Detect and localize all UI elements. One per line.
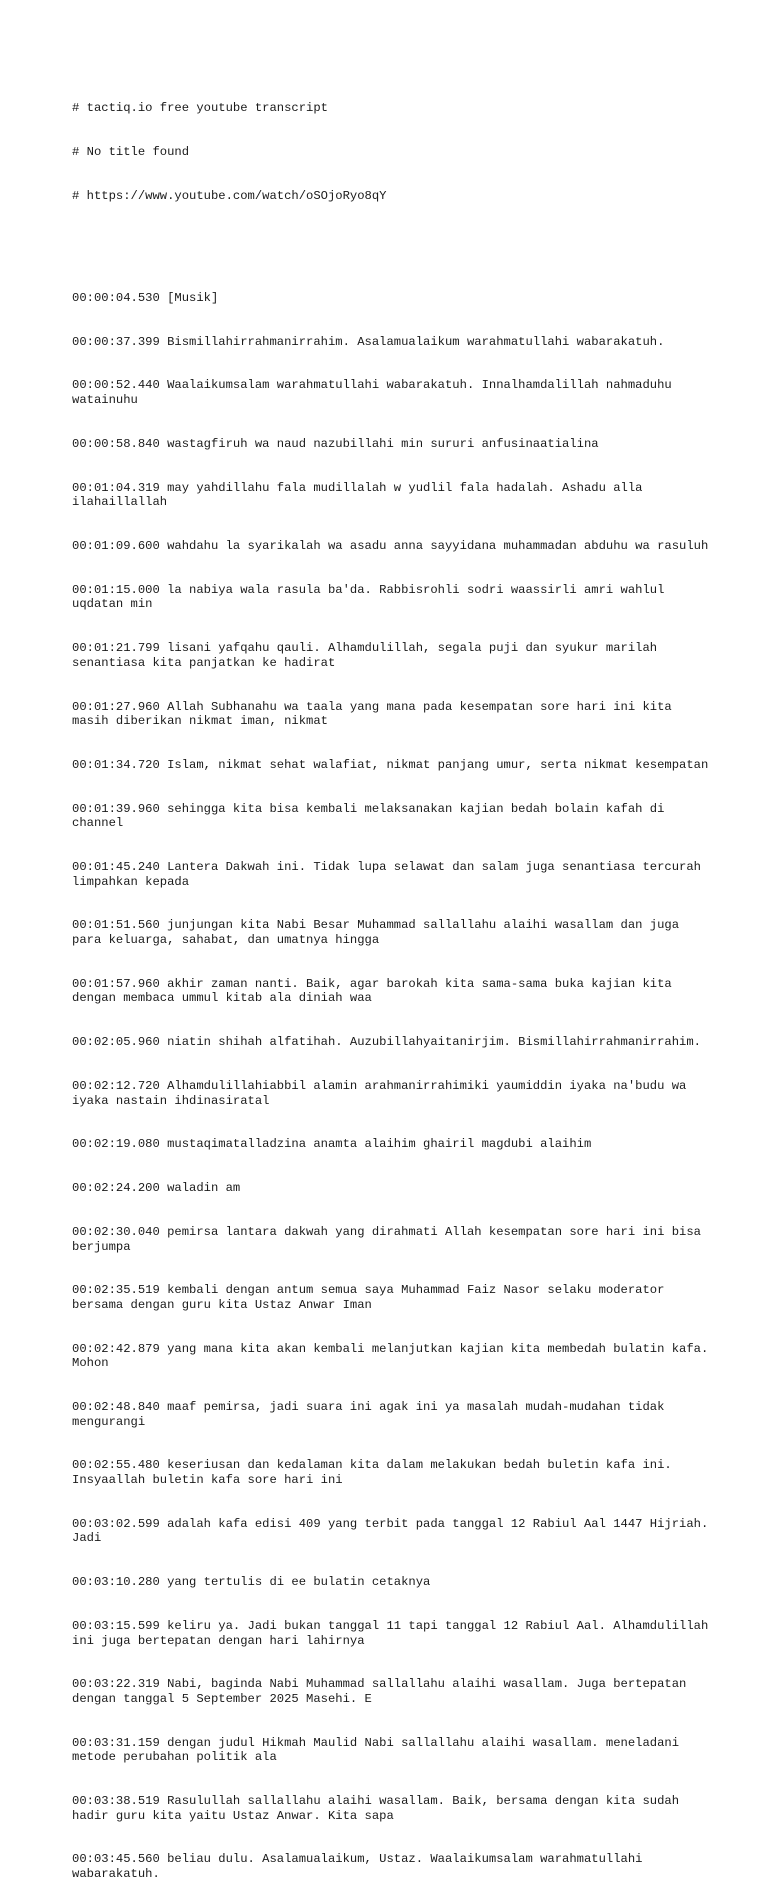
transcript-entry: 00:01:09.600 wahdahu la syarikalah wa asadu anna sayyidana muhammadan abduhu wa rasuluh: [72, 539, 709, 553]
transcript-entry: 00:02:12.720 Alhamdulillahiabbil alamin arahmanirrahimiki yaumiddin iyaka na'budu wa iyaka nastain ihdinasiratal: [72, 1078, 694, 1108]
transcript-entry: 00:03:10.280 yang tertulis di ee bulatin cetaknya: [72, 1575, 431, 1590]
transcript-document: [72, 72, 716, 1896]
transcript-entry: 00:01:04.319 may yahdillahu fala mudillalah w yudlil fala hadalah. Ashadu alla ilahaillallah: [72, 480, 650, 510]
transcript-entry: 00:02:05.960 niatin shihah alfatihah. Auzubillahyaitanirjim. Bismillahirrahmanirrahim.: [72, 1035, 701, 1050]
transcript-entry: 00:01:27.960 Allah Subhanahu wa taala yang mana pada kesempatan sore hari ini kita masih diberikan nikmat iman, nikmat: [72, 699, 680, 729]
header-url-line: # https://www.youtube.com/watch/oSOjoRyo8qY: [72, 188, 387, 203]
transcript-entry: 00:01:51.560 junjungan kita Nabi Besar Muhammad sallallahu alaihi wasallam dan juga para keluarga, sahabat, dan umatnya hingga: [72, 918, 687, 948]
transcript-entry: 00:01:57.960 akhir zaman nanti. Baik, agar barokah kita sama-sama buka kajian kita dengan membaca ummul kitab ala diniah waa: [72, 976, 680, 1006]
blank-line: [72, 233, 712, 248]
transcript-entry: 00:02:55.480 keseriusan dan kedalaman kita dalam melakukan bedah buletin kafa ini. Insyaallah buletin kafa sore hari ini: [72, 1458, 680, 1487]
transcript-entry: 00:00:37.399 Bismillahirrahmanirrahim. Asalamualaikum warahmatullahi wabarakatuh.: [72, 334, 665, 349]
transcript-entry: 00:01:45.240 Lantera Dakwah ini. Tidak lupa selawat dan salam juga senantiasa tercurah limpahkan kepada: [72, 860, 709, 889]
transcript-entry: 00:01:39.960 sehingga kita bisa kembali melaksanakan kajian bedah bolain kafah di channel: [72, 801, 672, 831]
transcript-entry: 00:03:02.599 adalah kafa edisi 409 yang terbit pada tanggal 12 Rabiul Aal 1447 Hijriah. Jadi: [72, 1516, 716, 1546]
transcript-entry: 00:01:21.799 lisani yafqahu qauli. Alhamdulillah, segala puji dan syukur marilah senantiasa kita panjatkan ke hadirat: [72, 641, 665, 670]
transcript-entry: 00:00:52.440 Waalaikumsalam warahmatullahi wabarakatuh. Innalhamdalillah nahmaduhu watainuhu: [72, 378, 680, 408]
transcript-entry: 00:03:15.599 keliru ya. Jadi bukan tanggal 11 tapi tanggal 12 Rabiul Aal. Alhamdulillah ini juga bertepatan dengan hari lahirnya: [72, 1618, 716, 1648]
transcript-entry: 00:02:35.519 kembali dengan antum semua saya Muhammad Faiz Nasor selaku moderator bersama dengan guru kita Ustaz Anwar Iman: [72, 1283, 672, 1312]
transcript-entry: 00:01:15.000 la nabiya wala rasula ba'da. Rabbisrohli sodri waassirli amri wahlul uqdatan min: [72, 582, 672, 612]
transcript-entry: 00:01:34.720 Islam, nikmat sehat walafiat, nikmat panjang umur, serta nikmat kesempatan: [72, 757, 709, 772]
transcript-entry: 00:02:30.040 pemirsa lantara dakwah yang dirahmati Allah kesempatan sore hari ini bisa berjumpa: [72, 1224, 709, 1254]
transcript-entry: 00:02:24.200 waladin am: [72, 1181, 241, 1196]
transcript-entry: 00:02:48.840 maaf pemirsa, jadi suara ini agak ini ya masalah mudah-mudahan tidak mengurangi: [72, 1400, 672, 1429]
transcript-entry: 00:02:42.879 yang mana kita akan kembali melanjutkan kajian kita membedah bulatin kafa. Mohon: [72, 1341, 716, 1371]
transcript-entry: 00:02:19.080 mustaqimatalladzina anamta alaihim ghairil magdubi alaihim: [72, 1137, 592, 1152]
transcript-entry: 00:03:22.319 Nabi, baginda Nabi Muhammad sallallahu alaihi wasallam. Juga bertepatan dengan tanggal 5 September 2025 Masehi. E: [72, 1677, 694, 1706]
transcript-entry: 00:00:58.840 wastagfiruh wa naud nazubillahi min sururi anfusinaatialina: [72, 436, 599, 451]
transcript-entry: 00:03:45.560 beliau dulu. Asalamualaikum, Ustaz. Waalaikumsalam warahmatullahi wabarakatuh.: [72, 1852, 650, 1882]
transcript-entry: 00:03:31.159 dengan judul Hikmah Maulid Nabi sallallahu alaihi wasallam. meneladani metode perubahan politik ala: [72, 1735, 687, 1765]
header-title-line: # No title found: [72, 144, 190, 159]
transcript-entry: 00:03:38.519 Rasulullah sallallahu alaihi wasallam. Baik, bersama dengan kita sudah hadir guru kita yaitu Ustaz Anwar. Kita sapa: [72, 1794, 687, 1823]
header-source-line: # tactiq.io free youtube transcript: [72, 101, 328, 116]
transcript-entry: 00:00:04.530 [Musik]: [72, 290, 219, 305]
